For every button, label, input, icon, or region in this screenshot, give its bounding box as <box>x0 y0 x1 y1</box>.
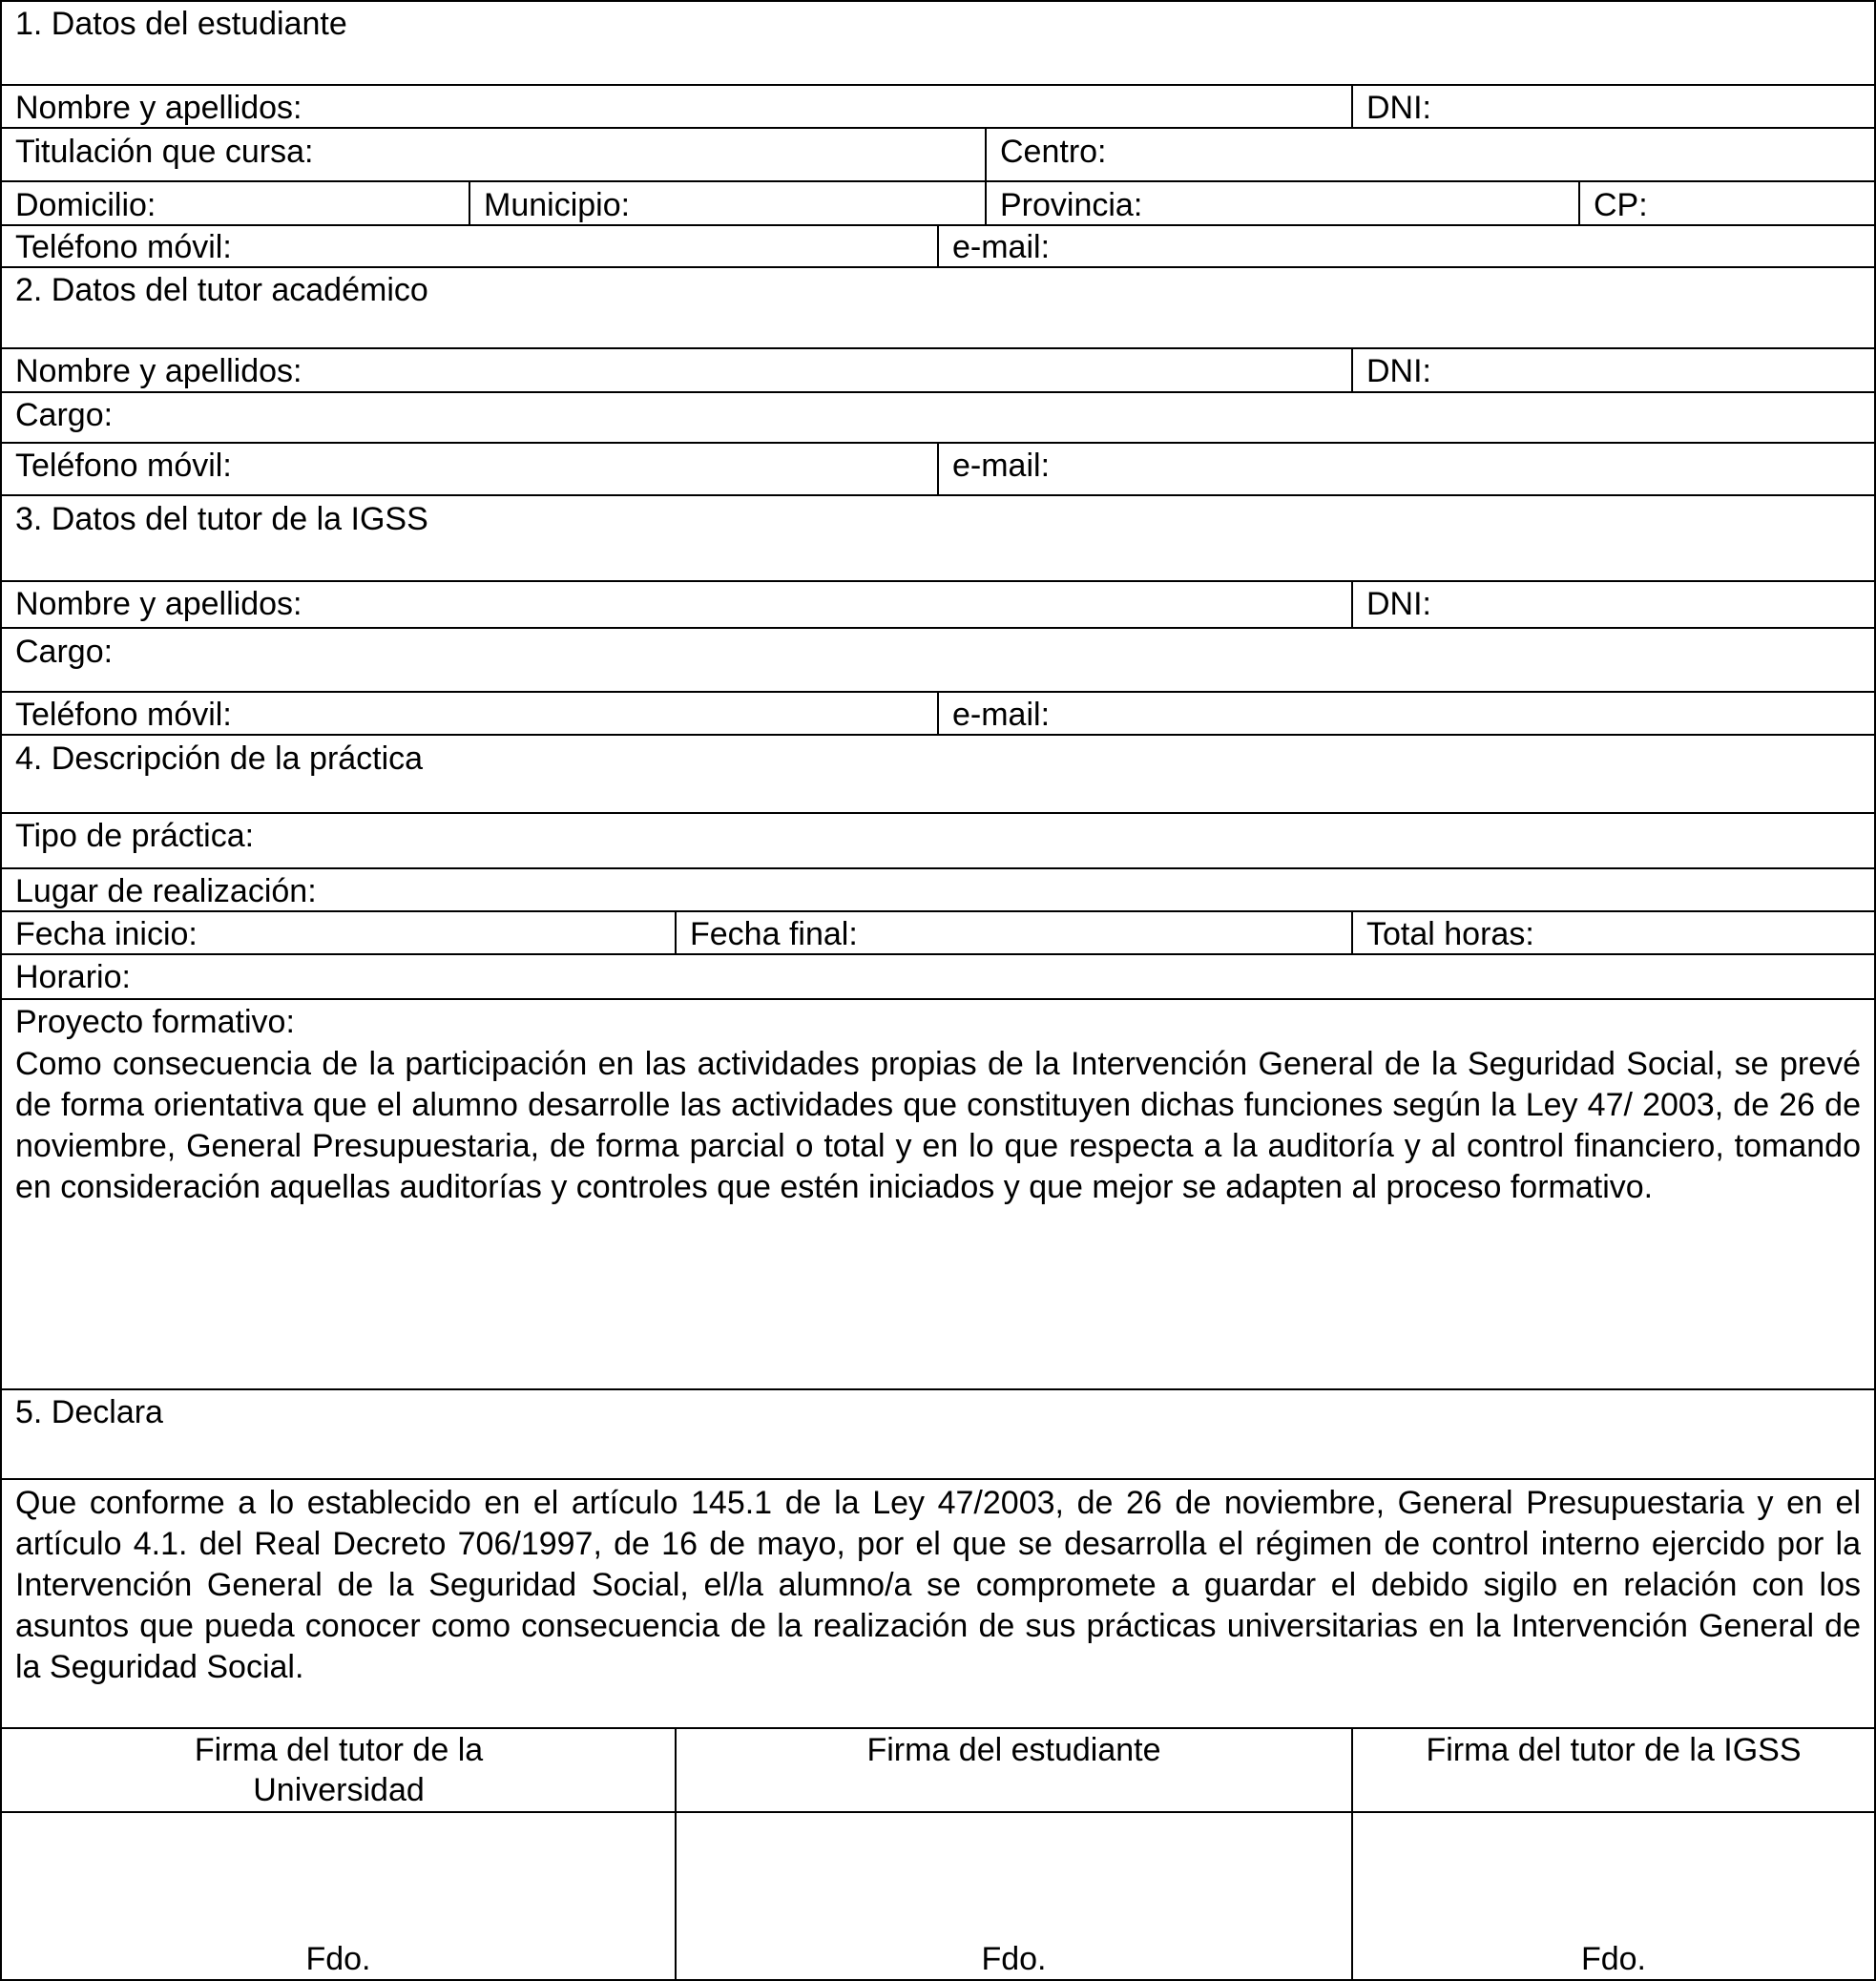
igss-tutor-email-field[interactable]: e-mail: <box>952 697 1051 733</box>
igss-tutor-position-field[interactable]: Cargo: <box>15 634 114 670</box>
student-email-field[interactable]: e-mail: <box>952 229 1051 265</box>
column-divider <box>1351 580 1353 629</box>
section-student-title: 1. Datos del estudiante <box>15 6 347 42</box>
section-declaration-title: 5. Declara <box>15 1394 163 1430</box>
practice-start-date-field[interactable]: Fecha inicio: <box>15 916 198 952</box>
student-address-field[interactable]: Domicilio: <box>15 187 156 223</box>
row-divider <box>0 180 1876 182</box>
project-label: Proyecto formativo: <box>15 1004 295 1040</box>
column-divider <box>937 224 939 268</box>
student-mobile-field[interactable]: Teléfono móvil: <box>15 229 232 265</box>
signature-igss-tutor-fdo: Fdo. <box>1580 1941 1647 1977</box>
practice-total-hours-field[interactable]: Total horas: <box>1366 916 1534 952</box>
column-divider <box>1578 180 1580 226</box>
column-divider <box>937 442 939 496</box>
igss-tutor-mobile-field[interactable]: Teléfono móvil: <box>15 697 232 733</box>
academic-tutor-position-field[interactable]: Cargo: <box>15 397 114 433</box>
row-divider <box>0 391 1876 393</box>
row-divider <box>0 1727 1876 1729</box>
signature-student-fdo: Fdo. <box>981 1941 1047 1977</box>
signature-igss-tutor-header: Firma del tutor de la IGSS <box>1426 1732 1802 1768</box>
practice-schedule-field[interactable]: Horario: <box>15 959 131 995</box>
signature-student-header: Firma del estudiante <box>866 1732 1161 1768</box>
academic-tutor-email-field[interactable]: e-mail: <box>952 448 1051 484</box>
signature-university-tutor-header: Firma del tutor de la Universidad <box>194 1732 484 1808</box>
declaration-text: Que conforme a lo establecido en el artículo 145.1 de la Ley 47/2003, de 26 de noviembre, General Presupuestaria y en el artículo 4.1. del Real Decreto 706/1997, de 16 de mayo, por el que se desarrolla el régimen de control interno ejercido por la Intervención General de la Seguridad Social, el/la alumno/a se compromete a guardar el debido sigilo en relación con los asuntos que pueda conocer como consecuencia de la realización de sus prácticas universitarias en la Intervención General de la Seguridad Social. <box>15 1485 1861 1685</box>
column-divider <box>675 910 677 955</box>
column-divider <box>1351 347 1353 393</box>
row-divider <box>0 998 1876 1000</box>
row-divider <box>0 347 1876 349</box>
academic-tutor-dni-field[interactable]: DNI: <box>1366 353 1431 389</box>
column-divider <box>0 0 2 1981</box>
student-degree-field[interactable]: Titulación que cursa: <box>15 134 314 170</box>
section-igss-tutor-title: 3. Datos del tutor de la IGSS <box>15 501 428 537</box>
student-center-field[interactable]: Centro: <box>1000 134 1107 170</box>
row-divider <box>0 0 1876 2</box>
igss-tutor-name-field[interactable]: Nombre y apellidos: <box>15 586 302 622</box>
column-divider <box>469 180 470 226</box>
student-postal-code-field[interactable]: CP: <box>1594 187 1648 223</box>
student-dni-field[interactable]: DNI: <box>1366 90 1431 126</box>
academic-tutor-mobile-field[interactable]: Teléfono móvil: <box>15 448 232 484</box>
column-divider <box>1351 910 1353 955</box>
row-divider <box>0 1388 1876 1390</box>
row-divider <box>0 580 1876 582</box>
academic-tutor-name-field[interactable]: Nombre y apellidos: <box>15 353 302 389</box>
row-divider <box>0 627 1876 629</box>
column-divider <box>985 127 987 226</box>
practice-type-field[interactable]: Tipo de práctica: <box>15 818 255 854</box>
igss-tutor-dni-field[interactable]: DNI: <box>1366 586 1431 622</box>
column-divider <box>1351 84 1353 129</box>
signature-university-tutor-fdo: Fdo. <box>305 1941 371 1977</box>
student-municipality-field[interactable]: Municipio: <box>484 187 631 223</box>
row-divider <box>0 953 1876 955</box>
row-divider <box>0 84 1876 86</box>
practice-end-date-field[interactable]: Fecha final: <box>690 916 858 952</box>
column-divider <box>937 691 939 736</box>
section-practice-title: 4. Descripción de la práctica <box>15 740 424 777</box>
practice-place-field[interactable]: Lugar de realización: <box>15 873 317 909</box>
project-description: Como consecuencia de la participación en las actividades propias de la Intervención General de la Seguridad Social, se prevé de forma orientativa que el alumno desarrolle las actividades que constituyen dichas funciones según la Ley 47/ 2003, de 26 de noviembre, General Presupuestaria, de forma parcial o total y en lo que respecta a la auditoría y al control financiero, tomando en consideración aquellas auditorías y controles que estén iniciados y que mejor se adapten al proceso formativo. <box>15 1046 1861 1205</box>
student-province-field[interactable]: Provincia: <box>1000 187 1143 223</box>
row-divider <box>0 812 1876 814</box>
section-academic-tutor-title: 2. Datos del tutor académico <box>15 272 428 308</box>
student-name-field[interactable]: Nombre y apellidos: <box>15 90 302 126</box>
row-divider <box>0 867 1876 869</box>
row-divider <box>0 1478 1876 1480</box>
